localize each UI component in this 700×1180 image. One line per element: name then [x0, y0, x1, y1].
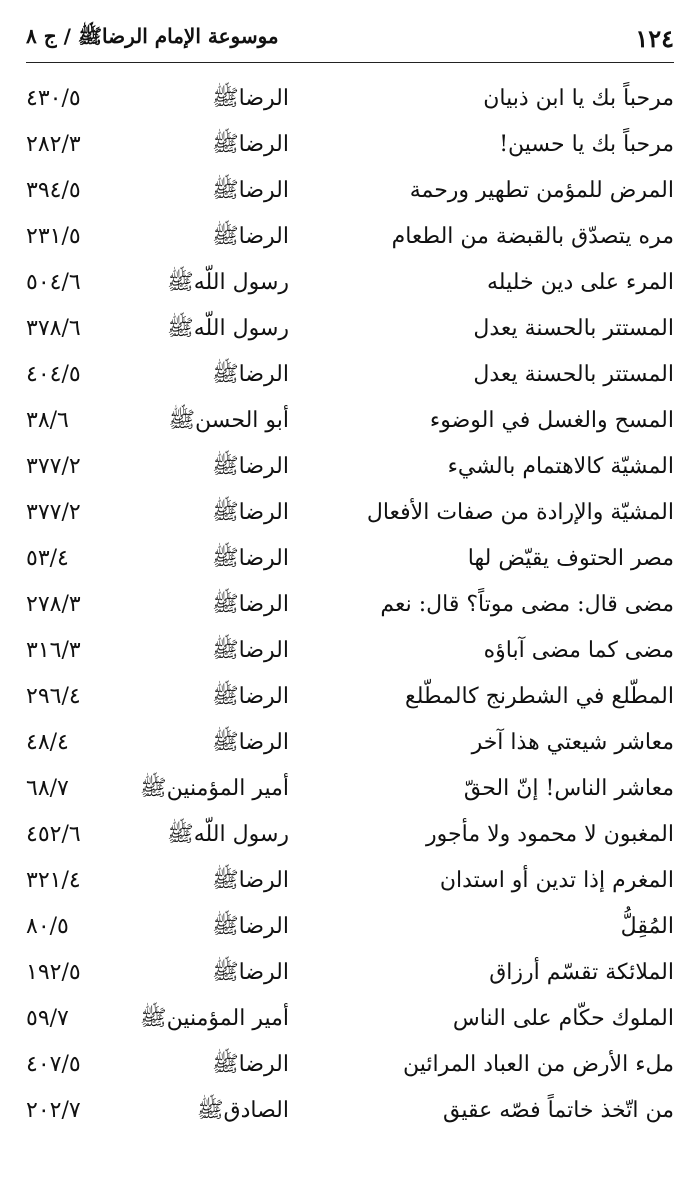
entry-phrase: المغبون لا محمود ولا مأجور — [426, 822, 674, 847]
entry-reference: ٣١٦/٣ — [26, 638, 81, 663]
index-entry — [26, 536, 674, 582]
index-entry — [26, 812, 674, 858]
entry-reference: ٥٣/٤ — [26, 546, 69, 571]
page-header — [26, 22, 674, 63]
entry-phrase: معاشر الناس! إنّ الحقّ — [463, 776, 674, 801]
index-entry — [26, 996, 674, 1042]
entry-phrase: المغرم إذا تدين أو استدان — [439, 868, 674, 893]
index-entry — [26, 260, 674, 306]
index-entry — [26, 766, 674, 812]
entry-phrase: مره يتصدّق بالقبضة من الطعام — [391, 224, 674, 249]
entry-reference: ١٩٢/٥ — [26, 960, 81, 985]
book-title: موسوعة الإمام الرضاﷺ / ج ٨ — [26, 24, 279, 48]
index-entry — [26, 444, 674, 490]
entry-phrase: من اتّخذ خاتماً فصّه عقيق — [443, 1098, 674, 1123]
entry-speaker: الرضاﷺ — [212, 592, 289, 617]
entry-phrase: المسح والغسل في الوضوء — [429, 408, 674, 433]
index-entry — [26, 582, 674, 628]
entry-speaker: الرضاﷺ — [212, 454, 289, 479]
index-entry — [26, 904, 674, 950]
entry-speaker: الرضاﷺ — [212, 178, 289, 203]
entry-phrase: المُقِلُّ — [620, 914, 674, 939]
entry-reference: ٣٢١/٤ — [26, 868, 81, 893]
entry-speaker: الرضاﷺ — [212, 132, 289, 157]
entry-reference: ٦٨/٧ — [26, 776, 69, 801]
entry-speaker: الرضاﷺ — [212, 362, 289, 387]
entry-phrase: مرحباً بك يا حسين! — [499, 132, 674, 157]
entry-reference: ٢٣١/٥ — [26, 224, 81, 249]
index-entry — [26, 306, 674, 352]
entry-speaker: أمير المؤمنينﷺ — [140, 1006, 289, 1031]
index-entry — [26, 628, 674, 674]
entry-reference: ٢٩٦/٤ — [26, 684, 81, 709]
entry-phrase: المطّلع في الشطرنج كالمطّلع — [405, 684, 674, 709]
entry-reference: ٣٧٨/٦ — [26, 316, 81, 341]
index-entry — [26, 950, 674, 996]
entry-speaker: رسول اللّهﷺ — [167, 316, 289, 341]
entry-phrase: المرء على دين خليله — [486, 270, 674, 295]
index-entry — [26, 1088, 674, 1134]
entry-phrase: المستتر بالحسنة يعدل — [473, 316, 674, 341]
entry-speaker: الرضاﷺ — [212, 1052, 289, 1077]
entry-phrase: مصر الحتوف يقيّض لها — [467, 546, 674, 571]
entry-speaker: الرضاﷺ — [212, 638, 289, 663]
entry-reference: ٤٨/٤ — [26, 730, 69, 755]
index-entry — [26, 858, 674, 904]
entry-speaker: الرضاﷺ — [212, 960, 289, 985]
entry-reference: ٢٨٢/٣ — [26, 132, 81, 157]
entry-phrase: المشيّة كالاهتمام بالشيء — [447, 454, 674, 479]
index-entries — [26, 76, 674, 1134]
entry-speaker: الرضاﷺ — [212, 868, 289, 893]
entry-reference: ٤٥٢/٦ — [26, 822, 81, 847]
entry-speaker: أبو الحسنﷺ — [168, 408, 289, 433]
index-entry — [26, 122, 674, 168]
entry-speaker: الرضاﷺ — [212, 86, 289, 111]
entry-phrase: المستتر بالحسنة يعدل — [473, 362, 674, 387]
entry-reference: ٥٠٤/٦ — [26, 270, 81, 295]
entry-speaker: الرضاﷺ — [212, 500, 289, 525]
entry-speaker: رسول اللّهﷺ — [167, 270, 289, 295]
entry-reference: ٤٣٠/٥ — [26, 86, 81, 111]
entry-reference: ٥٩/٧ — [26, 1006, 69, 1031]
entry-phrase: المشيّة والإرادة من صفات الأفعال — [366, 500, 674, 525]
index-entry — [26, 674, 674, 720]
entry-speaker: الرضاﷺ — [212, 730, 289, 755]
entry-speaker: أمير المؤمنينﷺ — [140, 776, 289, 801]
entry-phrase: مضى قال: مضى موتاً؟ قال: نعم — [380, 592, 674, 617]
entry-reference: ٣٩٤/٥ — [26, 178, 81, 203]
entry-phrase: مضى كما مضى آباؤه — [483, 638, 674, 663]
entry-reference: ٨٠/٥ — [26, 914, 69, 939]
entry-phrase: المرض للمؤمن تطهير ورحمة — [409, 178, 674, 203]
entry-speaker: الرضاﷺ — [212, 684, 289, 709]
entry-reference: ٣٧٧/٢ — [26, 454, 81, 479]
entry-phrase: معاشر شيعتي هذا آخر — [471, 730, 674, 755]
entry-phrase: الملائكة تقسّم أرزاق — [489, 960, 674, 985]
entry-reference: ٣٧٧/٢ — [26, 500, 81, 525]
index-entry — [26, 398, 674, 444]
index-entry — [26, 720, 674, 766]
index-entry — [26, 352, 674, 398]
entry-reference: ٣٨/٦ — [26, 408, 69, 433]
entry-phrase: ملء الأرض من العباد المرائين — [402, 1052, 674, 1077]
page-number: ١٢٤ — [635, 24, 674, 53]
index-entry — [26, 1042, 674, 1088]
entry-reference: ٢٠٢/٧ — [26, 1098, 81, 1123]
index-entry — [26, 76, 674, 122]
entry-reference: ٤٠٧/٥ — [26, 1052, 81, 1077]
index-entry — [26, 214, 674, 260]
entry-phrase: الملوك حكّام على الناس — [452, 1006, 674, 1031]
entry-speaker: الرضاﷺ — [212, 914, 289, 939]
index-entry — [26, 490, 674, 536]
entry-speaker: رسول اللّهﷺ — [167, 822, 289, 847]
entry-speaker: الرضاﷺ — [212, 546, 289, 571]
index-entry — [26, 168, 674, 214]
entry-reference: ٢٧٨/٣ — [26, 592, 81, 617]
entry-speaker: الصادقﷺ — [196, 1098, 289, 1123]
entry-phrase: مرحباً بك يا ابن ذبيان — [483, 86, 674, 111]
entry-speaker: الرضاﷺ — [212, 224, 289, 249]
entry-reference: ٤٠٤/٥ — [26, 362, 81, 387]
